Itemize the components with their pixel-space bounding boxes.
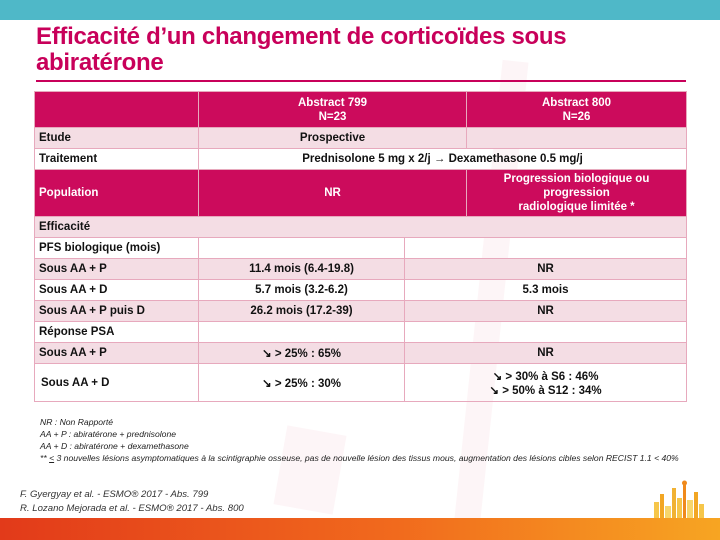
- psa-aa-d-800: [405, 364, 687, 402]
- row-label-psa: Réponse PSA: [35, 322, 199, 343]
- table-row-etude: [35, 128, 687, 149]
- pfs-aa-p-d-800: NR: [405, 301, 687, 322]
- city-skyline-logo-icon: [648, 480, 708, 522]
- pfs-aa-d-800: 5.3 mois: [405, 280, 687, 301]
- footnotes: [40, 416, 680, 464]
- psa-aa-p-799: ↘ > 25% : 65%: [199, 343, 405, 364]
- title-underline: [36, 80, 686, 82]
- row-label-etude: Etude: [35, 128, 199, 149]
- row-label-traitement: Traitement: [35, 149, 199, 170]
- row-label-pfs: PFS biologique (mois): [35, 238, 199, 259]
- footnote-aa-d: AA + D : abiratérone + dexamethasone: [40, 441, 189, 451]
- header-abstract-800-title: Abstract 800: [541, 96, 612, 109]
- psa-aa-d-799: ↘ > 25% : 30%: [199, 364, 405, 402]
- psa-799: [199, 322, 405, 343]
- footnote-marker: **: [40, 453, 50, 463]
- header-empty-cell: [35, 92, 199, 128]
- slide-title-line1: Efficacité d’un changement de corticoïdes sous: [36, 23, 567, 50]
- pfs-aa-p-799: 11.4 mois (6.4-19.8): [199, 259, 405, 280]
- population-800-line1: Progression biologique ou progression: [503, 173, 650, 199]
- slide-title: [36, 24, 676, 76]
- table-row-efficacite: [35, 217, 687, 238]
- row-label-pfs-aa-p: Sous AA + P: [35, 259, 199, 280]
- row-label-population: Population: [35, 170, 199, 217]
- row-label-pfs-aa-d: Sous AA + D: [35, 280, 199, 301]
- table-row-psa-aa-p: [35, 343, 687, 364]
- footnote-definition: [40, 452, 680, 464]
- population-800: [467, 170, 687, 217]
- reference-799: F. Gyergyay et al. - ESMO® 2017 - Abs. 799: [20, 489, 209, 500]
- table-row-population: [35, 170, 687, 217]
- psa-aa-p-800: NR: [405, 343, 687, 364]
- bottom-banner: [0, 518, 720, 540]
- population-800-line2: radiologique limitée *: [518, 201, 635, 213]
- table-row-traitement: [35, 149, 687, 170]
- table-row-pfs-aa-d: [35, 280, 687, 301]
- row-label-psa-aa-p: Sous AA + P: [35, 343, 199, 364]
- table-row-pfs-aa-p-d: [35, 301, 687, 322]
- table-row-psa: [35, 322, 687, 343]
- slide-title-line2: abiratérone: [36, 49, 164, 76]
- less-equal-symbol: <: [49, 453, 55, 463]
- population-799: NR: [199, 170, 467, 217]
- traitement-to: Dexamethasone 0.5 mg/j: [448, 153, 583, 165]
- row-label-pfs-aa-p-d: Sous AA + P puis D: [35, 301, 199, 322]
- header-abstract-799-title: Abstract 799: [297, 96, 368, 109]
- header-abstract-799: [199, 92, 467, 128]
- table-row-pfs: [35, 238, 687, 259]
- row-label-psa-aa-d: Sous AA + D: [35, 364, 199, 402]
- psa-800: [405, 322, 687, 343]
- footnote-nr: NR : Non Rapporté: [40, 417, 114, 427]
- traitement-value: [199, 149, 687, 170]
- pfs-aa-p-d-799: 26.2 mois (17.2-39): [199, 301, 405, 322]
- header-abstract-800: [467, 92, 687, 128]
- header-abstract-800-n: N=26: [562, 110, 591, 123]
- section-label-efficacite: Efficacité: [35, 217, 687, 238]
- traitement-from: Prednisolone 5 mg x 2/j: [302, 153, 431, 165]
- reference-800: R. Lozano Mejorada et al. - ESMO® 2017 - Abs. 800: [20, 503, 244, 514]
- footnote-aa-p: AA + P : abiratérone + prednisolone: [40, 429, 176, 439]
- etude-800: [467, 128, 687, 149]
- psa-aa-d-800-line1: ↘ > 30% à S6 : 46%: [492, 370, 599, 383]
- psa-aa-d-800-line2: ↘ > 50% à S12 : 34%: [489, 384, 602, 397]
- header-abstract-799-n: N=23: [318, 110, 347, 123]
- efficacy-table: [34, 91, 687, 402]
- footnote-definition-text: 3 nouvelles lésions asymptomatiques à la scintigraphie osseuse, pas de nouvelle lésion des tissus mous, augmentation des lésions cibles selon RECIST 1.1 < 40%: [54, 453, 679, 463]
- arrow-right-icon: →: [433, 153, 446, 165]
- table-row-pfs-aa-p: [35, 259, 687, 280]
- top-banner: [0, 0, 720, 20]
- pfs-aa-d-799: 5.7 mois (3.2-6.2): [199, 280, 405, 301]
- references: [20, 488, 244, 516]
- pfs-800: [405, 238, 687, 259]
- pfs-aa-p-800: NR: [405, 259, 687, 280]
- etude-799: Prospective: [199, 128, 467, 149]
- table-row-psa-aa-d: [35, 364, 687, 402]
- pfs-799: [199, 238, 405, 259]
- table-header-row: [35, 92, 687, 128]
